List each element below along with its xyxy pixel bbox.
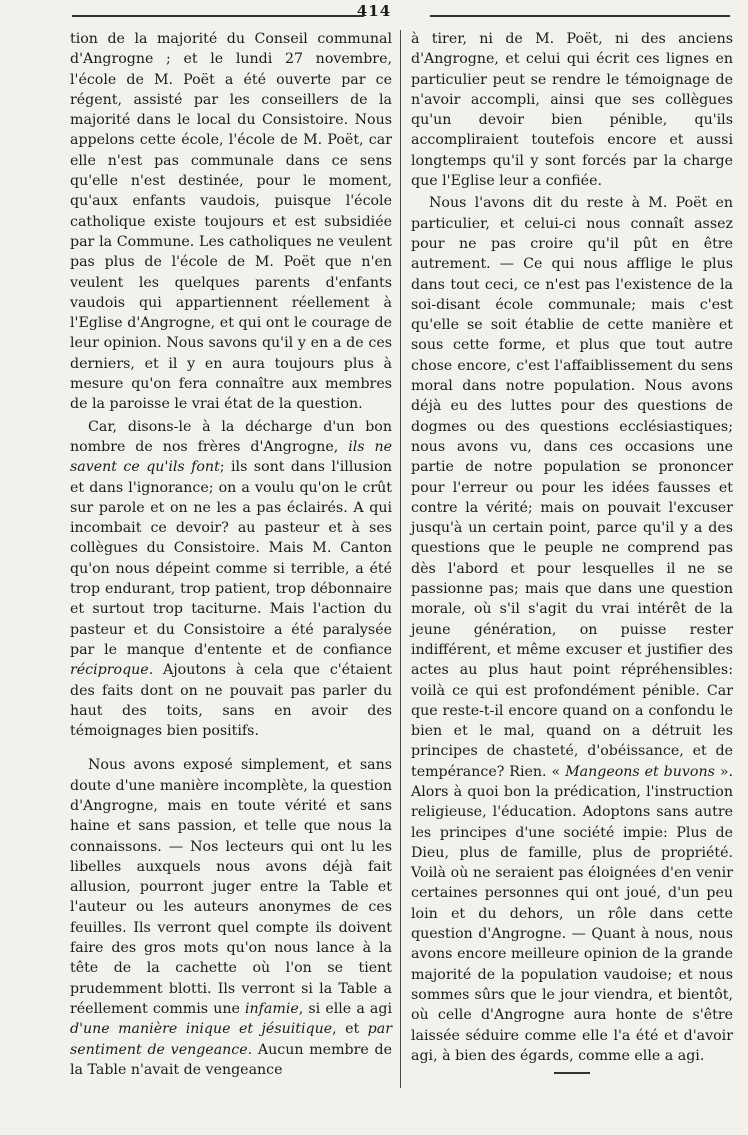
right-p2-italic: Mangeons et buvons (565, 763, 715, 780)
left-column (70, 29, 392, 1080)
left-p3-text-a: Nous avons exposé simplement, et sans doute d'une manière incomplète, la question d'Angrogne, mais en toute vérité et sans haine et sans passion, et telle que nous la connaissons. — Nos lecteurs qui ont lu les libelles auxquels nous avons déjà fait allusion, pourront juger entre la Table et l'auteur ou les auteurs anonymes de ces feuilles. Ils verront quel compte ils doivent faire des gros mots qu'on nous lance à la tête de la cachette où l'on se tient prudemment blotti. Ils verront si la Table a réellement commis une (70, 757, 392, 1017)
left-p2-italic-2: réciproque (70, 662, 149, 679)
left-p2-italic: ils ne savent ce qu'ils font (70, 438, 392, 476)
right-column (411, 29, 733, 1074)
left-p3-text-d: . Aucun membre de la Table n'avait de vengeance (70, 1041, 392, 1078)
header-rule-right (430, 15, 730, 17)
left-p3-text-c: , et (332, 1021, 368, 1038)
left-p3-italic-3: par sentiment de vengeance (70, 1021, 392, 1058)
left-p2-text-c: . Ajoutons à cela que c'étaient des faits dont on ne pouvait pas parler du haut des toits, sans en avoir des témoignages bien positifs. (70, 662, 392, 740)
right-paragraph-1: à tirer, ni de M. Poët, ni des anciens d'Angrogne, et celui qui écrit ces lignes en particulier peut se rendre le témoignage de n'avoir accompli, ainsi que ses collègues qu'un devoir bien pénible, qu'ils accompliraient toutefois encore et aussi longtemps qu'il y sont forcés par la charge que l'Eglise leur a confiée. (411, 31, 733, 190)
left-paragraph-3 (70, 755, 392, 1080)
left-p3-italic-1: infamie (244, 1000, 299, 1017)
left-p2-text-b: ; ils sont dans l'illusion et dans l'ignorance; on a voulu qu'on le crût sur parole et on ne les a pas éclairés. A qui incombait ce devoir? au pasteur et à ses collègues du Consistoire. Mais M. Canton qu'on nous dépeint comme si terrible, a été trop endurant, trop patient, trop débonnaire et surtout trop taciturne. Mais l'action du pasteur et du Consistoire a été paralysée par le manque d'entente et de confiance (70, 459, 393, 658)
column-divider (400, 30, 401, 1088)
left-p2-text-a: Car, disons-le à la décharge d'un bon nombre de nos frères d'Angrogne, (70, 418, 392, 455)
left-p3-text-b: , si elle a agi (298, 1000, 392, 1017)
end-rule (554, 1072, 590, 1074)
left-paragraph-2 (70, 417, 392, 742)
right-paragraph-2 (411, 193, 733, 1066)
left-p3-italic-2: d'une manière inique et jésuitique (70, 1021, 333, 1038)
page-number: 414 (356, 2, 392, 20)
left-paragraph-1: tion de la majorité du Conseil communal d'Angrogne ; et le lundi 27 novembre, l'école de M. Poët a été ouverte par ce régent, assisté par les conseillers de la majorité dans le local du Consistoire. Nous appelons cette école, l'école de M. Poët, car elle n'est pas communale dans ce sens qu'elle n'est destinée, pour le moment, qu'aux enfants vaudois, puisque l'école catholique existe toujours et est subsidiée par la Commune. Les catholiques ne veulent pas plus de l'école de M. Poët que n'en veulent les quelques parents d'enfants vaudois qui appartiennent réellement à l'Eglise d'Angrogne, et qui ont le courage de leur opinion. Nous savons qu'il y en a de ces derniers, et il y en aura toujours plus à mesure qu'on fera connaître aux membres de la paroisse le vrai état de la question. (70, 31, 392, 413)
right-p2-text-a: Nous l'avons dit du reste à M. Poët en particulier, et celui-ci nous connaît assez pour ne pas croire qu'il pût en être autrement. — Ce qui nous afflige le plus dans tout ceci, ce n'est pas l'existence de la soi-disant école communale; mais c'est qu'elle se soit établie de cette manière et sous cette forme, et plus que tout autre chose encore, c'est l'affaiblissement du sens moral dans notre population. Nous avons déjà eu des luttes pour des questions de dogmes ou des questions ecclésiastiques; nous avons vu, dans ces occasions une partie de notre population se prononcer pour l'erreur ou pour les idées fausses et contre la vérité; mais on pouvait l'excuser jusqu'à un certain point, parce qu'il y a des questions que le peuple ne comprend pas dès l'abord et pour lesquelles il ne se passionne pas; mais que dans une question morale, où s'il s'agit du vrai intérêt de la jeune génération, on puisse rester indifférent, et même excuser et justifier des actes au plus haut point répréhensibles: voilà ce qui est profondément pénible. Car que reste-t-il encore quand on a confondu le bien et le mal, quand on a détruit les principes de chasteté, d'obéissance, et de tempérance? Rien. « (411, 195, 733, 780)
header-rule-left (72, 15, 364, 17)
right-p2-text-b: ». Alors à quoi bon la prédication, l'instruction religieuse, l'éducation. Adoptons sans autre les principes d'une société impie: Plus de Dieu, plus de famille, plus de propriété. Voilà où ne seraient pas éloignées d'en venir certaines personnes qui ont joué, d'un peu loin et du dehors, un rôle dans cette question d'Angrogne. — Quant à nous, nous avons encore meilleure opinion de la grande majorité de la population vaudoise; et nous sommes sûrs que le jour viendra, et bientôt, où celle d'Angrogne aura honte de s'être laissée séduire comme elle l'a été et d'avoir agi, à bien des égards, comme elle a agi. (411, 763, 734, 1064)
